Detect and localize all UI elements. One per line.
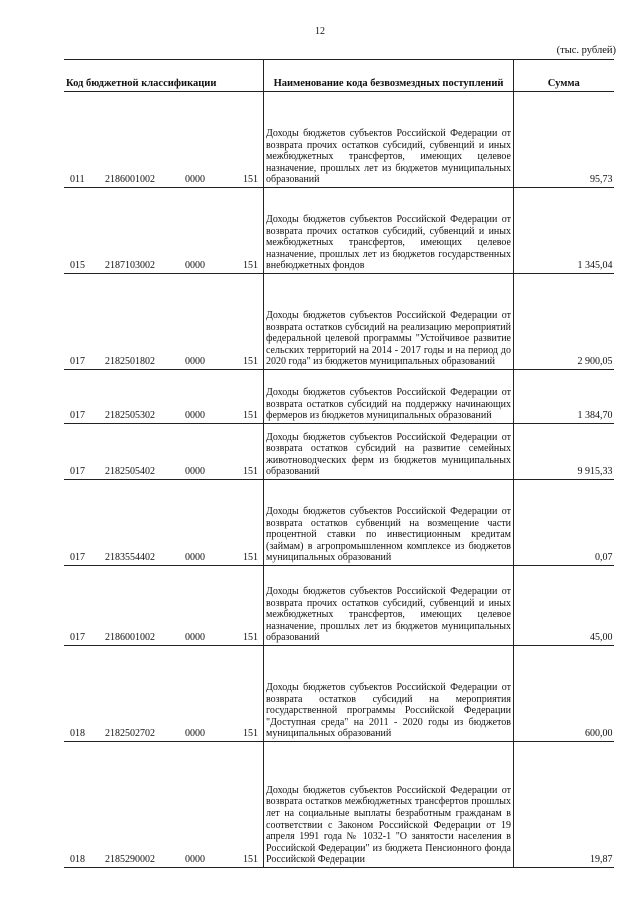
kosgu-code: 151 [243, 356, 258, 368]
classification-code-cell [64, 742, 264, 868]
subtype-code: 0000 [185, 410, 205, 422]
kosgu-code: 151 [243, 632, 258, 644]
kosgu-code: 151 [243, 552, 258, 564]
subtype-code: 0000 [185, 552, 205, 564]
page-number: 12 [315, 26, 325, 37]
kosgu-code: 151 [243, 260, 258, 272]
kosgu-code: 151 [243, 854, 258, 866]
amount-cell: 95,73 [514, 92, 614, 188]
units-label: (тыс. рублей) [556, 45, 616, 56]
table-row [64, 370, 614, 424]
revenue-name-cell: Доходы бюджетов субъектов Российской Федерации от возврата остатков субсидий на реализацию мероприятий федеральной целевой программы "Устойчивое развитие сельских территорий на 2014 - 2017 годы и на период до 2020 года" из бюджетов муниципальных образований [264, 274, 514, 370]
revenue-name-cell: Доходы бюджетов субъектов Российской Федерации от возврата остатков субсидий на развитие семейных животноводческих ферм из бюджетов муниципальных образований [264, 424, 514, 480]
subtype-code: 0000 [185, 854, 205, 866]
amount-cell: 2 900,05 [514, 274, 614, 370]
revenue-code: 2182502702 [105, 728, 155, 740]
amount-cell: 0,07 [514, 480, 614, 566]
header-sum: Сумма [514, 60, 614, 92]
admin-code: 017 [70, 632, 85, 644]
classification-code-cell [64, 424, 264, 480]
table-row [64, 646, 614, 742]
classification-code-cell [64, 188, 264, 274]
subtype-code: 0000 [185, 632, 205, 644]
subtype-code: 0000 [185, 728, 205, 740]
revenue-code: 2186001002 [105, 174, 155, 186]
classification-code-cell [64, 646, 264, 742]
kosgu-code: 151 [243, 728, 258, 740]
revenue-name-cell: Доходы бюджетов субъектов Российской Федерации от возврата прочих остатков субсидий, субвенций и иных межбюджетных трансфертов, имеющих целевое назначение, прошлых лет из бюджетов государственных внебюджетных фондов [264, 188, 514, 274]
revenue-name-cell: Доходы бюджетов субъектов Российской Федерации от возврата прочих остатков субсидий, субвенций и иных межбюджетных трансфертов, имеющих целевое назначение, прошлых лет из бюджетов муниципальных образований [264, 566, 514, 646]
amount-cell: 9 915,33 [514, 424, 614, 480]
subtype-code: 0000 [185, 466, 205, 478]
header-code: Код бюджетной классификации [64, 60, 264, 92]
classification-code-cell [64, 566, 264, 646]
table-row [64, 274, 614, 370]
admin-code: 015 [70, 260, 85, 272]
revenue-code: 2182505302 [105, 410, 155, 422]
kosgu-code: 151 [243, 410, 258, 422]
amount-cell: 1 384,70 [514, 370, 614, 424]
classification-code-cell [64, 274, 264, 370]
kosgu-code: 151 [243, 466, 258, 478]
revenue-code: 2183554402 [105, 552, 155, 564]
amount-cell: 19,87 [514, 742, 614, 868]
admin-code: 018 [70, 854, 85, 866]
classification-code-cell [64, 370, 264, 424]
amount-cell: 45,00 [514, 566, 614, 646]
revenue-table [64, 59, 614, 868]
amount-cell: 1 345,04 [514, 188, 614, 274]
admin-code: 017 [70, 356, 85, 368]
table-row [64, 92, 614, 188]
revenue-code: 2182501802 [105, 356, 155, 368]
admin-code: 018 [70, 728, 85, 740]
kosgu-code: 151 [243, 174, 258, 186]
revenue-name-cell: Доходы бюджетов субъектов Российской Федерации от возврата остатков межбюджетных трансфертов прошлых лет на социальные выплаты безработным гражданам в соответствии с Законом Российской Федерации от 19 апреля 1991 года № 1032-1 "О занятости населения в Российской Федерации" из бюджета Пенсионного фонда Российской Федерации [264, 742, 514, 868]
revenue-code: 2182505402 [105, 466, 155, 478]
admin-code: 011 [70, 174, 85, 186]
subtype-code: 0000 [185, 260, 205, 272]
revenue-name-cell: Доходы бюджетов субъектов Российской Федерации от возврата остатков субсидий на поддержку начинающих фермеров из бюджетов муниципальных образований [264, 370, 514, 424]
table-header-row [64, 60, 614, 92]
classification-code-cell [64, 92, 264, 188]
table-row [64, 566, 614, 646]
subtype-code: 0000 [185, 174, 205, 186]
revenue-name-cell: Доходы бюджетов субъектов Российской Федерации от возврата остатков субвенций на возмещение части процентной ставки по инвестиционным кредитам (займам) в агропромышленном комплексе из бюджетов муниципальных образований [264, 480, 514, 566]
admin-code: 017 [70, 466, 85, 478]
table-row [64, 742, 614, 868]
table-row [64, 480, 614, 566]
amount-cell: 600,00 [514, 646, 614, 742]
table-row [64, 188, 614, 274]
table-row [64, 424, 614, 480]
revenue-code: 2185290002 [105, 854, 155, 866]
revenue-name-cell: Доходы бюджетов субъектов Российской Федерации от возврата прочих остатков субсидий, субвенций и иных межбюджетных трансфертов, имеющих целевое назначение, прошлых лет из бюджетов муниципальных образований [264, 92, 514, 188]
admin-code: 017 [70, 410, 85, 422]
admin-code: 017 [70, 552, 85, 564]
header-name: Наименование кода безвозмездных поступлений [264, 60, 514, 92]
revenue-code: 2186001002 [105, 632, 155, 644]
subtype-code: 0000 [185, 356, 205, 368]
revenue-name-cell: Доходы бюджетов субъектов Российской Федерации от возврата остатков субсидий на мероприятия государственной программы Российской Федерации "Доступная среда" на 2011 - 2020 годы из бюджетов муниципальных образований [264, 646, 514, 742]
revenue-code: 2187103002 [105, 260, 155, 272]
classification-code-cell [64, 480, 264, 566]
